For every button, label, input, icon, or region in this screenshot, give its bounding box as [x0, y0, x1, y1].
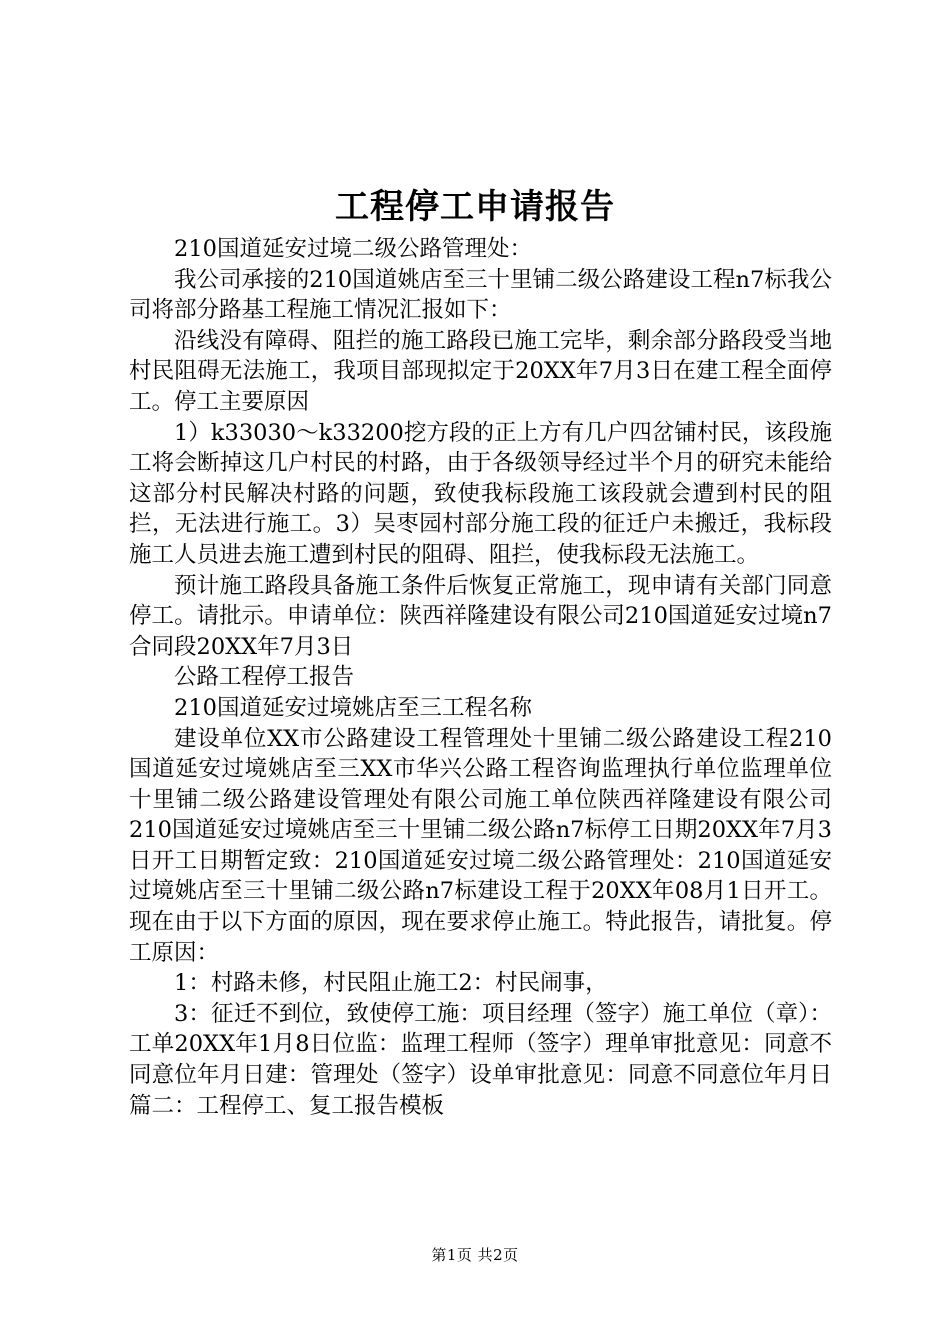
page-footer: 第1页 共2页 [431, 1246, 519, 1264]
document-title: 工程停工申请报告 [335, 187, 615, 227]
paragraph-request: 预计施工路段具备施工条件后恢复正常施工，现申请有关部门同意停工。请批示。申请单位：陕西祥隆建设有限公司210国道延安过境n7合同段20XX年7月3日 [129, 572, 832, 660]
paragraph-report-details: 建设单位XX市公路建设工程管理处十里铺二级公路建设工程210国道延安过境姚店至三XX市华兴公路工程咨询监理执行单位监理单位十里铺二级公路建设管理处有限公司施工单位陕西祥隆建设有限公司210国道延安过境姚店至三十里铺二级公路n7标停工日期20XX年7月3日开工日期暂定致：210国道延安过境二级公路管理处：210国道延安过境姚店至三十里铺二级公路n7标建设工程于20XX年08月1日开工。现在由于以下方面的原因，现在要求停止施工。特此报告，请批复。停工原因： [129, 725, 832, 966]
paragraph-report-heading: 公路工程停工报告 [174, 664, 355, 691]
paragraph-project-name: 210国道延安过境姚店至三工程名称 [174, 694, 532, 721]
document-body [129, 234, 832, 1121]
paragraph-cause-list: 1：村路未修，村民阻止施工2：村民闹事， [174, 970, 608, 997]
paragraph-addressee: 210国道延安过境二级公路管理处： [174, 236, 532, 262]
paragraph-situation: 沿线没有障碍、阻拦的施工路段已施工完毕，剩余部分路段受当地村民阻碍无法施工，我项目部现拟定于20XX年7月3日在建工程全面停工。停工主要原因 [129, 327, 832, 415]
paragraph-intro: 我公司承接的210国道姚店至三十里铺二级公路建设工程n7标我公司将部分路基工程施工情况汇报如下： [129, 266, 832, 324]
paragraph-approvals: 3：征迁不到位，致使停工施：项目经理（签字）施工单位（章）：工单20XX年1月8日位监：监理工程师（签字）理单审批意见：同意不同意位年月日建：管理处（签字）设单审批意见：同意不同意位年月日篇二：工程停工、复工报告模板 [129, 1000, 832, 1119]
paragraph-reasons: 1）k33030～k33200挖方段的正上方有几户四岔铺村民，该段施工将会断掉这几户村民的村路，由于各级领导经过半个月的研究未能给这部分村民解决村路的问题，致使我标段施工该段就会遭到村民的阻拦，无法进行施工。3）吴枣园村部分施工段的征迁户未搬迁，我标段施工人员进去施工遭到村民的阻碍、阻拦，使我标段无法施工。 [129, 419, 832, 568]
